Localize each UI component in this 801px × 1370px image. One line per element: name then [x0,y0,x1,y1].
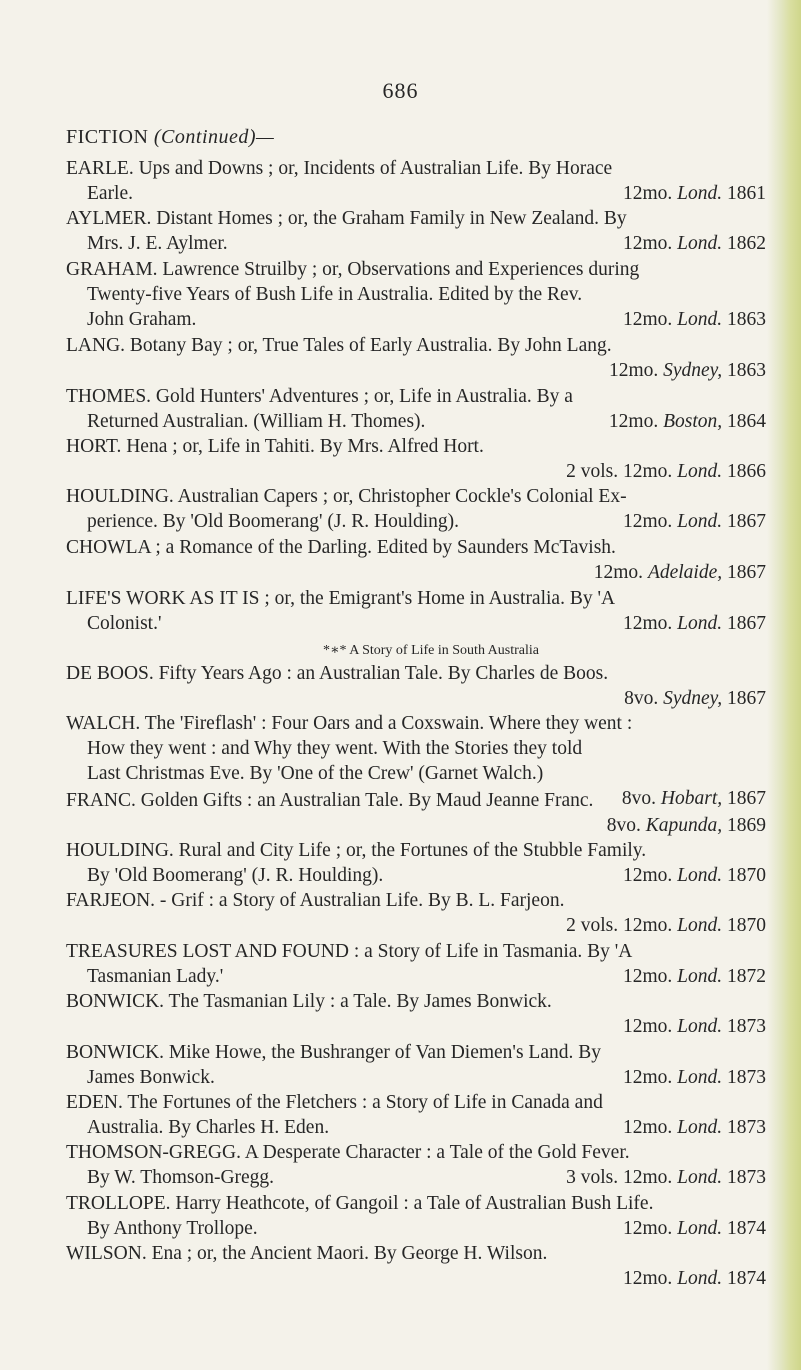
entry-line: John Graham. [87,309,197,330]
bibliography-entry [66,1090,766,1140]
entry-line: TROLLOPE. Harry Heathcote, of Gangoil : a Tale of Australian Bush Life. [66,1193,654,1214]
entry-format: 2 vols. 12mo. [566,915,673,936]
entry-imprint-line [66,560,766,585]
entry-place: Lond. [677,915,723,936]
entry-last-line [66,231,766,256]
bibliography-entry [66,206,766,256]
entry-line: AYLMER. Distant Homes ; or, the Graham Family in New Zealand. By [66,208,627,229]
entry-line: BONWICK. Mike Howe, the Bushranger of Van Diemen's Land. By [66,1042,601,1063]
entry-format: 12mo. [608,411,659,432]
bibliography-entry [66,1191,766,1241]
entry-year: 1869 [727,815,766,836]
entry-line: THOMSON-GREGG. A Desperate Character : a Tale of the Gold Fever. [66,1142,630,1163]
bibliography-entry [66,888,766,938]
entry-place: Sydney, [663,688,723,709]
entry-place: Lond. [677,966,723,987]
entry-format: 8vo. [624,688,659,709]
entry-line: Colonist.' [87,613,162,634]
entry-line: Tasmanian Lady.' [87,966,224,987]
entry-place: Boston, [663,411,723,432]
entry-year: 1866 [727,461,766,482]
entry-last-line [66,1115,766,1140]
entry-year: 1873 [727,1016,766,1037]
publication-info [623,964,766,989]
entry-line: HOULDING. Australian Capers ; or, Christopher Cockle's Colonial Ex- [66,486,627,507]
entry-line: By 'Old Boomerang' (J. R. Houlding). [87,865,384,886]
publication-info [623,611,766,636]
entry-line: Australia. By Charles H. Eden. [87,1117,330,1138]
entry-line: EDEN. The Fortunes of the Fletchers : a Story of Life in Canada and [66,1092,603,1113]
bibliography-entry [66,788,766,838]
publication-info [624,688,766,709]
entry-place: Sydney, [663,360,723,381]
entry-place: Lond. [677,233,723,254]
entry-year: 1867 [727,688,766,709]
publication-info [566,461,766,482]
bibliography-entry [66,838,766,888]
bibliography-entry [66,586,766,661]
entry-place: Lond. [677,511,723,532]
entry-place: Lond. [677,461,723,482]
section-continued: (Continued)— [153,126,275,148]
publication-info [594,562,766,583]
publication-info [623,1115,766,1140]
bibliography-entry [66,1140,766,1190]
entry-line: FRANC. Golden Gifts : an Australian Tale. By Maud Jeanne Franc. [66,790,594,811]
entry-last-line [66,1216,766,1241]
entry-last-line [66,1065,766,1090]
entry-place: Lond. [677,1167,723,1188]
entry-year: 1867 [727,613,766,634]
publication-info [623,1216,766,1241]
publication-info [566,1165,766,1190]
publication-info [609,360,766,381]
entry-place: Lond. [677,613,723,634]
bibliography-entry [66,333,766,383]
entry-format: 12mo. [622,233,673,254]
entry-year: 1870 [727,915,766,936]
entry-imprint-line [66,686,766,711]
entry-line: WILSON. Ena ; or, the Ancient Maori. By George H. Wilson. [66,1243,548,1264]
entry-line: How they went : and Why they went. With the Stories they told [87,738,583,759]
entry-year: 1873 [727,1167,766,1188]
entry-format: 12mo. [622,183,673,204]
entry-year: 1863 [727,309,766,330]
entry-last-line [66,611,766,636]
entry-format: 12mo. [622,966,673,987]
entry-line: GRAHAM. Lawrence Struilby ; or, Observations and Experiences during [66,259,640,280]
entry-line: HORT. Hena ; or, Life in Tahiti. By Mrs. Alfred Hort. [66,436,484,457]
page-edge-tint [767,0,801,1370]
entry-line: CHOWLA ; a Romance of the Darling. Edited by Saunders McTavish. [66,537,616,558]
entry-year: 1873 [727,1117,766,1138]
section-heading [66,126,274,149]
bibliography-entry [66,661,766,711]
entry-line: DE BOOS. Fifty Years Ago : an Australian Tale. By Charles de Boos. [66,663,609,684]
bibliography-entry [66,939,766,989]
bibliography-entry [66,1241,766,1291]
publication-info [623,181,766,206]
entry-format: 12mo. [622,511,673,532]
entry-line: LIFE'S WORK AS IT IS ; or, the Emigrant's Home in Australia. By 'A [66,588,616,609]
entry-line: Mrs. J. E. Aylmer. [87,233,228,254]
entry-year: 1864 [727,411,766,432]
entry-imprint-line [66,1266,766,1291]
entry-imprint-line [66,1014,766,1039]
entry-format: 12mo. [622,1218,673,1239]
entry-place: Lond. [677,1117,723,1138]
entry-format: 12mo. [622,865,673,886]
entry-format: 12mo. [622,309,673,330]
entry-year: 1867 [727,788,766,809]
publication-info [623,509,766,534]
bibliography-entry [66,257,766,332]
entry-line: BONWICK. The Tasmanian Lily : a Tale. By James Bonwick. [66,991,552,1012]
bibliography-entry [66,1040,766,1090]
entry-year: 1874 [727,1218,766,1239]
entry-line: THOMES. Gold Hunters' Adventures ; or, Life in Australia. By a [66,386,573,407]
entry-line: WALCH. The 'Fireflash' : Four Oars and a Coxswain. Where they went : [66,713,633,734]
page-number: 686 [382,78,419,103]
entry-year: 1862 [727,233,766,254]
publication-info [623,1268,766,1289]
section-title: FICTION [66,126,149,148]
entry-line: FARJEON. - Grif : a Story of Australian Life. By B. L. Farjeon. [66,890,565,911]
entry-last-line [66,1165,766,1190]
entry-line: Twenty-five Years of Bush Life in Australia. Edited by the Rev. [87,284,583,305]
bibliography-entry [66,156,766,206]
entry-last-line [66,307,766,332]
entry-format: 12mo. [622,1016,673,1037]
entry-place: Lond. [677,309,723,330]
entry-format: 12mo. [622,1268,673,1289]
entry-format: 12mo. [608,360,659,381]
publication-info [609,409,766,434]
entry-imprint-line [66,459,766,484]
publication-info [623,863,766,888]
entry-line: EARLE. Ups and Downs ; or, Incidents of Australian Life. By Horace [66,158,613,179]
entry-place: Lond. [677,1016,723,1037]
entry-year: 1867 [727,511,766,532]
entry-year: 1861 [727,183,766,204]
entry-place: Kapunda, [645,815,723,836]
publication-info [623,231,766,256]
entry-line: HOULDING. Rural and City Life ; or, the Fortunes of the Stubble Family. [66,840,647,861]
entry-line: By W. Thomson-Gregg. [87,1167,275,1188]
bibliography-entry [66,384,766,434]
entry-line: Last Christmas Eve. By 'One of the Crew' (Garnet Walch.) [87,763,544,784]
bibliography-entry [66,434,766,484]
publication-info [623,1065,766,1090]
entry-line: LANG. Botany Bay ; or, True Tales of Early Australia. By John Lang. [66,335,612,356]
entry-line: Earle. [87,183,134,204]
entry-place: Lond. [677,1218,723,1239]
entry-last-line [66,964,766,989]
entry-place: Lond. [677,183,723,204]
entry-format: 8vo. [606,815,641,836]
entry-note: *∗* A Story of Life in South Australia [322,643,539,658]
publication-info [566,915,766,936]
entry-format: 12mo. [622,613,673,634]
entry-year: 1874 [727,1268,766,1289]
publication-info [623,1016,766,1037]
entry-format: 2 vols. 12mo. [566,461,673,482]
entry-line: TREASURES LOST AND FOUND : a Story of Life in Tasmania. By 'A [66,941,633,962]
entry-last-line [66,181,766,206]
entry-format: 8vo. [621,788,657,809]
entry-format: 12mo. [622,1117,673,1138]
publication-info [623,307,766,332]
entry-line: By Anthony Trollope. [87,1218,258,1239]
entry-line: Returned Australian. (William H. Thomes). [87,411,426,432]
bibliography-entry [66,535,766,585]
entry-year: 1870 [727,865,766,886]
entry-place: Lond. [677,1268,723,1289]
entry-imprint-line [66,813,766,838]
entry-last-line [66,409,766,434]
entry-last-line [66,863,766,888]
entry-year: 1863 [727,360,766,381]
entry-year: 1867 [727,562,766,583]
entry-place: Lond. [677,1067,723,1088]
entry-place: Adelaide, [647,562,723,583]
entry-format: 3 vols. 12mo. [566,1167,673,1188]
entry-place: Hobart, [660,788,723,809]
entry-format: 12mo. [593,562,644,583]
publication-info [607,815,766,836]
entry-imprint-line [66,358,766,383]
entry-place: Lond. [677,865,723,886]
entry-year: 1872 [727,966,766,987]
entry-format: 12mo. [622,1067,673,1088]
bibliography-entry [66,484,766,534]
entry-last-line [66,509,766,534]
bibliography-entry [66,989,766,1039]
entry-line: James Bonwick. [87,1067,215,1088]
entry-line: perience. By 'Old Boomerang' (J. R. Houlding). [87,511,460,532]
entry-imprint-line [66,913,766,938]
entry-year: 1873 [727,1067,766,1088]
